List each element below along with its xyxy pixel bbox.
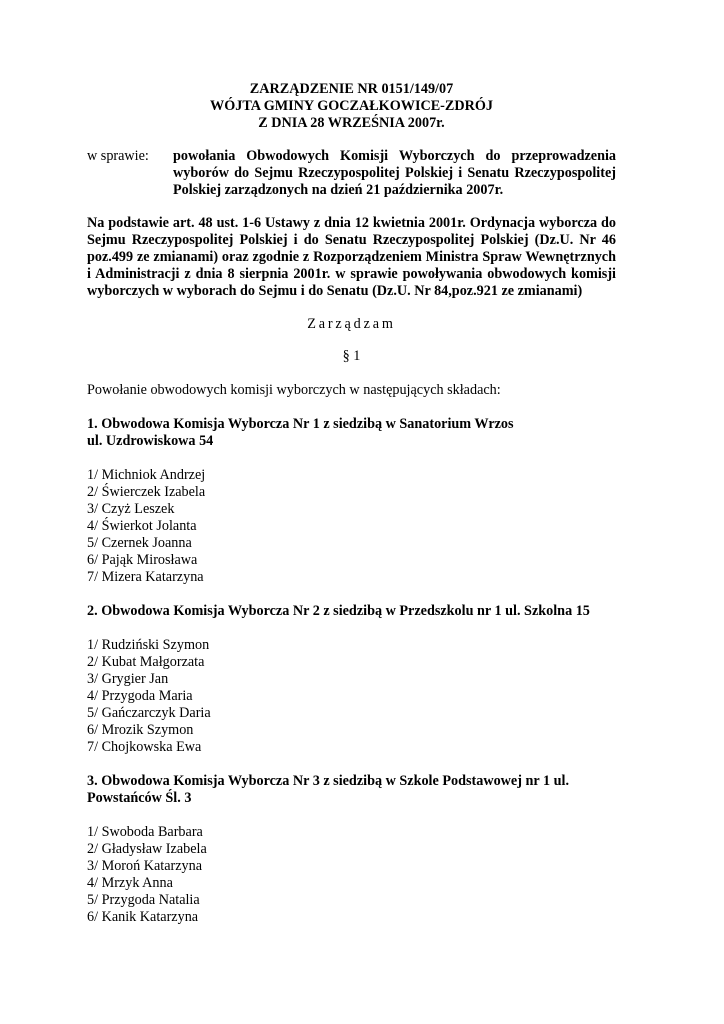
decree-word: Zarządzam bbox=[307, 316, 396, 332]
member-item: 5/ Przygoda Natalia bbox=[87, 892, 200, 908]
title-line-3: Z DNIA 28 WRZEŚNIA 2007r. bbox=[258, 115, 445, 131]
member-item: 4/ Świerkot Jolanta bbox=[87, 518, 197, 534]
member-item: 4/ Mrzyk Anna bbox=[87, 875, 173, 891]
member-list bbox=[87, 467, 616, 586]
member-item: 3/ Grygier Jan bbox=[87, 671, 169, 687]
member-item: 1/ Rudziński Szymon bbox=[87, 637, 210, 653]
commission-title-line-2: Powstańców Śl. 3 bbox=[87, 790, 192, 806]
member-item: 3/ Czyż Leszek bbox=[87, 501, 175, 517]
commission-title-line-1: 1. Obwodowa Komisja Wyborcza Nr 1 z siedzibą w Sanatorium Wrzos bbox=[87, 416, 514, 432]
subject-text: powołania Obwodowych Komisji Wyborczych do przeprowadzenia wyborów do Sejmu Rzeczypospolitej Polskiej i Senatu Rzeczypospolitej Polskiej zarządzonych na dzień 21 października 2007r. bbox=[173, 148, 616, 198]
commission-title bbox=[87, 773, 616, 807]
member-item: 6/ Pająk Mirosława bbox=[87, 552, 198, 568]
member-item: 3/ Moroń Katarzyna bbox=[87, 858, 203, 874]
commission-title-line-1: 2. Obwodowa Komisja Wyborcza Nr 2 z siedzibą w Przedszkolu nr 1 ul. Szkolna 15 bbox=[87, 603, 590, 619]
title-line-2: WÓJTA GMINY GOCZAŁKOWICE-ZDRÓJ bbox=[210, 98, 493, 114]
paragraph-mark: § 1 bbox=[342, 348, 361, 364]
commission-title-line-2: ul. Uzdrowiskowa 54 bbox=[87, 433, 214, 449]
commission-title-line-1: 3. Obwodowa Komisja Wyborcza Nr 3 z siedzibą w Szkole Podstawowej nr 1 ul. bbox=[87, 773, 569, 789]
document-title bbox=[87, 81, 616, 132]
member-item: 7/ Chojkowska Ewa bbox=[87, 739, 202, 755]
commission-2 bbox=[87, 603, 616, 756]
document-page bbox=[87, 81, 616, 926]
member-item: 7/ Mizera Katarzyna bbox=[87, 569, 204, 585]
member-item: 2/ Świerczek Izabela bbox=[87, 484, 206, 500]
intro-text: Powołanie obwodowych komisji wyborczych w następujących składach: bbox=[87, 382, 501, 398]
member-item: 5/ Czernek Joanna bbox=[87, 535, 192, 551]
commission-1 bbox=[87, 416, 616, 586]
member-list bbox=[87, 824, 616, 926]
commission-title bbox=[87, 603, 616, 620]
commission-3 bbox=[87, 773, 616, 926]
member-item: 1/ Swoboda Barbara bbox=[87, 824, 203, 840]
member-item: 2/ Gładysław Izabela bbox=[87, 841, 207, 857]
member-item: 2/ Kubat Małgorzata bbox=[87, 654, 205, 670]
subject-block bbox=[87, 148, 616, 199]
member-item: 6/ Kanik Katarzyna bbox=[87, 909, 199, 925]
member-item: 1/ Michniok Andrzej bbox=[87, 467, 206, 483]
member-list bbox=[87, 637, 616, 756]
member-item: 4/ Przygoda Maria bbox=[87, 688, 193, 704]
title-line-1: ZARZĄDZENIE NR 0151/149/07 bbox=[249, 81, 454, 97]
subject-label: w sprawie: bbox=[87, 148, 149, 164]
commission-title bbox=[87, 416, 616, 450]
member-item: 5/ Gańczarczyk Daria bbox=[87, 705, 211, 721]
legal-basis: Na podstawie art. 48 ust. 1-6 Ustawy z dnia 12 kwietnia 2001r. Ordynacja wyborcza do Sejmu Rzeczypospolitej Polskiej i do Senatu Rzeczypospolitej Polskiej (Dz.U. Nr 46 poz.499 ze zmianami) oraz zgodnie z Rozporządzeniem Ministra Spraw Wewnętrznych i Administracji z dnia 8 sierpnia 2001r. w sprawie powoływania obwodowych komisji wyborczych w wyborach do Sejmu i do Senatu (Dz.U. Nr 84,poz.921 ze zmianami) bbox=[87, 215, 616, 299]
member-item: 6/ Mrozik Szymon bbox=[87, 722, 194, 738]
